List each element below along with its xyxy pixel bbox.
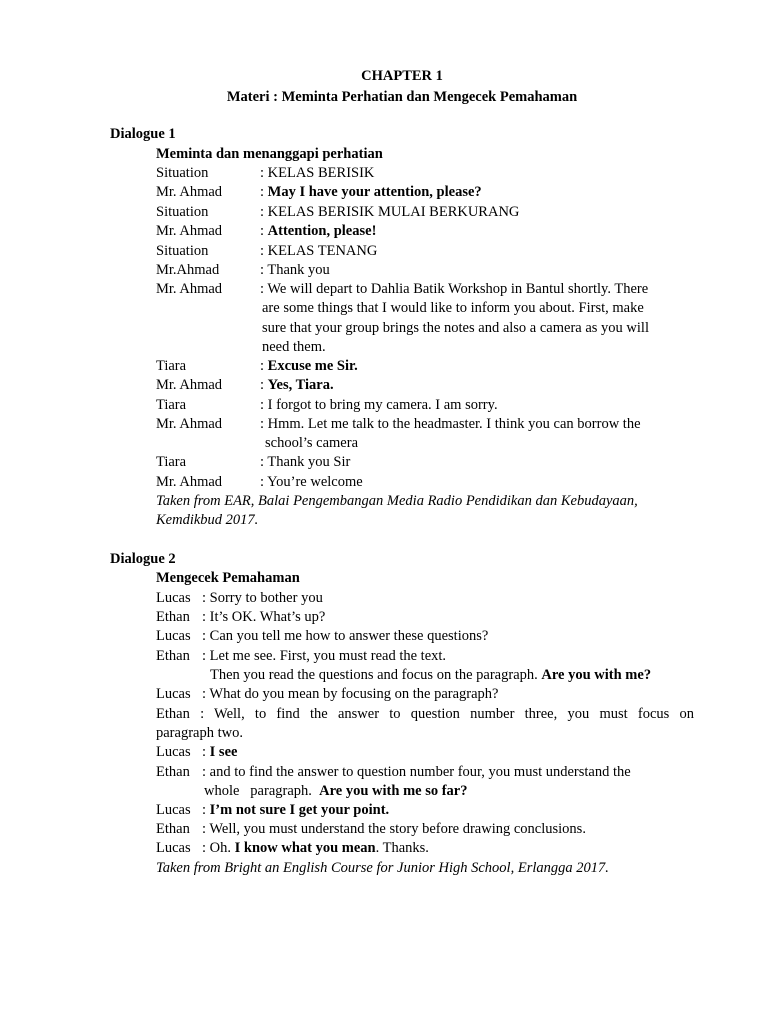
line-text: : You’re welcome <box>260 474 363 490</box>
dialogue-line <box>156 377 694 394</box>
line-text-bold: I’m not sure I get your point. <box>209 802 390 818</box>
line-text: : Well, you must understand the story before drawing conclusions. <box>202 821 586 837</box>
dialogue-line <box>156 397 694 414</box>
line-text: : and to find the answer to question number four, you must understand the <box>202 764 631 780</box>
dialogue-line <box>156 802 694 819</box>
speaker: Lucas <box>156 744 191 760</box>
speaker: Ethan <box>156 609 190 625</box>
line-text: : What do you mean by focusing on the paragraph? <box>202 686 499 702</box>
dialogue-line <box>156 223 694 240</box>
line-colon: : <box>202 802 210 818</box>
dialogue-line <box>156 184 694 201</box>
speaker: Tiara <box>156 358 187 374</box>
line-text: : KELAS BERISIK <box>260 165 375 181</box>
line-continuation: need them. <box>262 339 326 355</box>
line-continuation: school’s camera <box>265 435 359 451</box>
dialogue-line <box>156 821 694 838</box>
dialogue-2-subtitle: Mengecek Pemahaman <box>156 570 300 586</box>
dialogue-line <box>156 358 694 375</box>
speaker: Tiara <box>156 397 187 413</box>
dialogue-line <box>156 609 694 626</box>
dialogue-line <box>156 840 694 857</box>
line-text: : KELAS TENANG <box>260 243 378 259</box>
line-text-bold: Yes, Tiara. <box>267 377 334 393</box>
dialogue-line <box>156 204 694 221</box>
line-text-bold: Attention, please! <box>267 223 377 239</box>
line-text: : We will depart to Dahlia Batik Workshop in Bantul shortly. There <box>260 281 649 297</box>
line-text: : I forgot to bring my camera. I am sorry. <box>260 397 498 413</box>
dialogue-line <box>156 416 694 433</box>
continuation-text: Then you read the questions and focus on the paragraph. <box>210 667 542 683</box>
speaker: Lucas <box>156 840 191 856</box>
line-colon: : <box>260 358 268 374</box>
speaker: Lucas <box>156 628 191 644</box>
line-text: : Let me see. First, you must read the text. <box>202 648 447 664</box>
line-colon: : Oh. <box>202 840 235 856</box>
source-citation: Taken from Bright an English Course for Junior High School, Erlangga 2017. <box>156 860 609 876</box>
continuation-text-bold: Are you with me? <box>541 667 652 683</box>
line-text-bold: Excuse me Sir. <box>267 358 358 374</box>
speaker: Ethan <box>156 764 190 780</box>
speaker: Ethan <box>156 648 190 664</box>
dialogue-line <box>156 628 694 645</box>
dialogue-2-title: Dialogue 2 <box>110 551 176 567</box>
dialogue-line <box>156 165 694 182</box>
dialogue-1-title: Dialogue 1 <box>110 126 176 142</box>
dialogue-line <box>156 281 694 298</box>
continuation-text: whole paragraph. <box>204 783 320 799</box>
speaker: Mr. Ahmad <box>156 184 223 200</box>
line-colon: : <box>260 223 268 239</box>
speaker: Mr. Ahmad <box>156 416 223 432</box>
dialogue-line <box>156 744 694 761</box>
dialogue-line <box>156 243 694 260</box>
dialogue-line <box>156 648 694 665</box>
source-citation: Taken from EAR, Balai Pengembangan Media Radio Pendidikan dan Kebudayaan, <box>156 493 638 509</box>
line-text: : It’s OK. What’s up? <box>202 609 326 625</box>
speaker: Mr. Ahmad <box>156 377 223 393</box>
line-continuation: paragraph two. <box>156 725 243 741</box>
line-text: : Well, to find the answer to question number three, you must focus on <box>200 706 694 722</box>
dialogue-line <box>156 474 694 491</box>
speaker: Mr. Ahmad <box>156 474 223 490</box>
line-continuation: sure that your group brings the notes and also a camera as you will <box>262 320 649 336</box>
continuation-text-bold: Are you with me so far? <box>319 783 468 799</box>
line-text: : Can you tell me how to answer these questions? <box>202 628 489 644</box>
speaker: Ethan <box>156 821 190 837</box>
speaker: Lucas <box>156 686 191 702</box>
speaker: Mr. Ahmad <box>156 281 223 297</box>
dialogue-line <box>156 454 694 471</box>
line-continuation <box>210 667 651 684</box>
source-citation: Kemdikbud 2017. <box>156 512 259 528</box>
line-text-bold: I know what you mean <box>234 840 376 856</box>
line-colon: : <box>202 744 210 760</box>
line-text-bold: I see <box>209 744 238 760</box>
speaker: Mr. Ahmad <box>156 223 223 239</box>
line-text-after: . Thanks. <box>375 840 429 856</box>
line-text: : Hmm. Let me talk to the headmaster. I think you can borrow the <box>260 416 641 432</box>
dialogue-line <box>156 686 694 703</box>
speaker: Lucas <box>156 590 191 606</box>
speaker: Situation <box>156 243 209 259</box>
speaker: Mr.Ahmad <box>156 262 220 278</box>
line-continuation <box>204 783 468 800</box>
dialogue-line <box>156 590 694 607</box>
line-text: : Sorry to bother you <box>202 590 323 606</box>
speaker: Situation <box>156 204 209 220</box>
dialogue-line <box>156 764 694 781</box>
speaker: Lucas <box>156 802 191 818</box>
line-continuation: are some things that I would like to inform you about. First, make <box>262 300 644 316</box>
speaker: Situation <box>156 165 209 181</box>
dialogue-1-subtitle: Meminta dan menanggapi perhatian <box>156 146 383 162</box>
line-colon: : <box>260 184 268 200</box>
line-colon: : <box>260 377 268 393</box>
line-text: : Thank you <box>260 262 330 278</box>
line-text-bold: May I have your attention, please? <box>267 184 482 200</box>
speaker: Tiara <box>156 454 187 470</box>
line-text: : Thank you Sir <box>260 454 351 470</box>
dialogue-line <box>156 262 694 279</box>
materi-title: Materi : Meminta Perhatian dan Mengecek Pemahaman <box>226 89 578 105</box>
chapter-title: CHAPTER 1 <box>361 68 443 84</box>
speaker: Ethan <box>156 706 190 722</box>
line-text: : KELAS BERISIK MULAI BERKURANG <box>260 204 520 220</box>
dialogue-line <box>156 706 694 723</box>
